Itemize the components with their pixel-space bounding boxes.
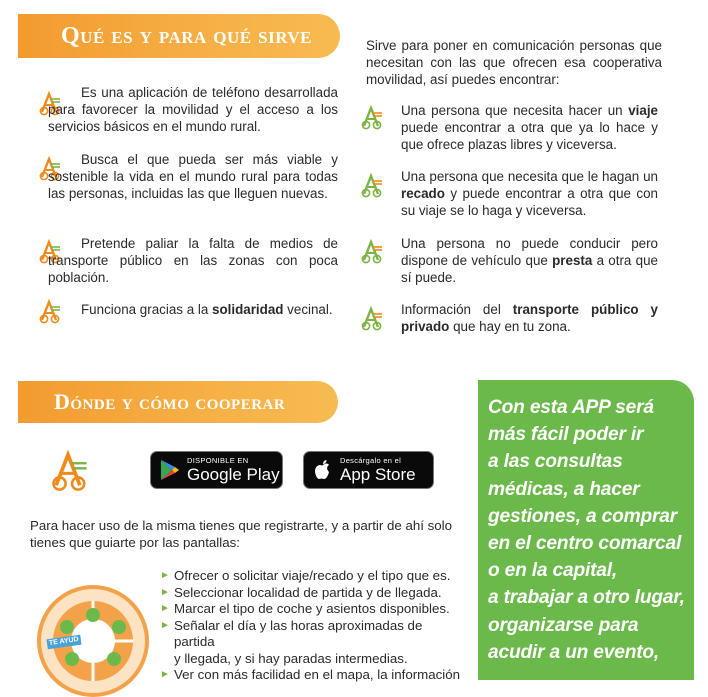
left-item-3: Pretende paliar la falta de medios de transporte público en las zonas con poca población. xyxy=(48,236,338,285)
app-store-button[interactable] xyxy=(303,451,434,489)
steps-list xyxy=(160,568,462,684)
step-item-continuation: y llegada, y si hay paradas intermedias. xyxy=(174,650,408,666)
step-item: ► Ver con más facilidad en el mapa, la información xyxy=(160,667,462,684)
apple-icon xyxy=(314,459,332,481)
section-title-text: Dónde y cómo cooperar xyxy=(54,389,286,414)
benefit-line: organizarse para xyxy=(488,614,639,636)
step-item: ► Ofrecer o solicitar viaje/recado y el tipo que es. xyxy=(160,568,462,585)
circle-label: TE AYUD xyxy=(46,635,81,650)
benefit-line: acudir a un evento, xyxy=(488,641,660,663)
section2-intro: Para hacer uso de la misma tienes que registrarte, y a partir de ahí solo tienes que guiarte por las pantallas: xyxy=(30,518,453,550)
right-intro: Sirve para poner en comunicación personas que necesitan con las que ofrecen esa cooperativa movilidad, así puedes encontrar: xyxy=(366,38,662,87)
left-item-1: Es una aplicación de teléfono desarrollada para favorecer la movilidad y el acceso a los servicios básicos en el mundo rural. xyxy=(48,85,338,134)
app-logo-icon xyxy=(46,448,90,492)
benefit-line: a las consultas xyxy=(488,451,623,473)
app-logo-icon xyxy=(358,172,384,198)
step-item: ► Señalar el día y las horas aproximadas de partida xyxy=(160,618,462,651)
left-item-2: Busca el que pueda ser más viable y sostenible la vida en el mundo rural para todas las personas, incluidas las que lleguen nuevas. xyxy=(48,152,338,201)
app-logo-icon xyxy=(358,238,384,264)
step-item: ► Seleccionar localidad de partida y de llegada. xyxy=(160,585,462,602)
google-play-small-text: DISPONIBLE EN xyxy=(187,456,249,465)
people-illustration xyxy=(37,585,149,697)
benefit-line: Con esta APP será xyxy=(488,397,654,418)
left-item-4: Funciona gracias a la solidaridad vecinal. xyxy=(81,302,333,317)
benefits-box xyxy=(478,380,694,680)
app-store-label: App Store xyxy=(340,465,416,484)
section-title-donde xyxy=(18,381,338,423)
benefit-line: gestiones, a comprar xyxy=(488,505,678,527)
google-play-label: Google Play xyxy=(187,465,280,484)
benefit-line: médicas, a hacer xyxy=(488,478,640,500)
right-item-2: Una persona que necesita que le hagan un recado y puede encontrar a otra que con su viaje se lo haga y viceversa. xyxy=(401,169,658,218)
right-item-4: Información del transporte público y privado que hay en tu zona. xyxy=(401,302,658,334)
benefit-line: a trabajar a otro lugar, xyxy=(488,587,685,609)
google-play-button[interactable] xyxy=(150,451,283,489)
benefit-line: más fácil poder ir xyxy=(488,424,644,446)
section-title-text: Qué es y para qué sirve xyxy=(61,22,313,49)
step-item: ► Marcar el tipo de coche y asientos disponibles. xyxy=(160,601,462,618)
app-logo-icon xyxy=(358,104,384,130)
app-logo-icon xyxy=(36,298,62,324)
right-item-1: Una persona que necesita hacer un viaje puede encontrar a otra que ya lo hace y que ofrece plazas libres y viceversa. xyxy=(401,103,658,152)
benefit-line: o en la capital, xyxy=(488,560,618,582)
right-item-3: Una persona no puede conducir pero dispone de vehículo que presta a otra que sí puede. xyxy=(401,236,658,285)
google-play-icon xyxy=(160,459,180,481)
benefit-line: en el centro comarcal xyxy=(488,533,682,555)
app-logo-icon xyxy=(358,305,384,331)
section-title-que-es xyxy=(18,14,340,58)
app-store-small-text: Descárgalo en el xyxy=(340,456,402,465)
